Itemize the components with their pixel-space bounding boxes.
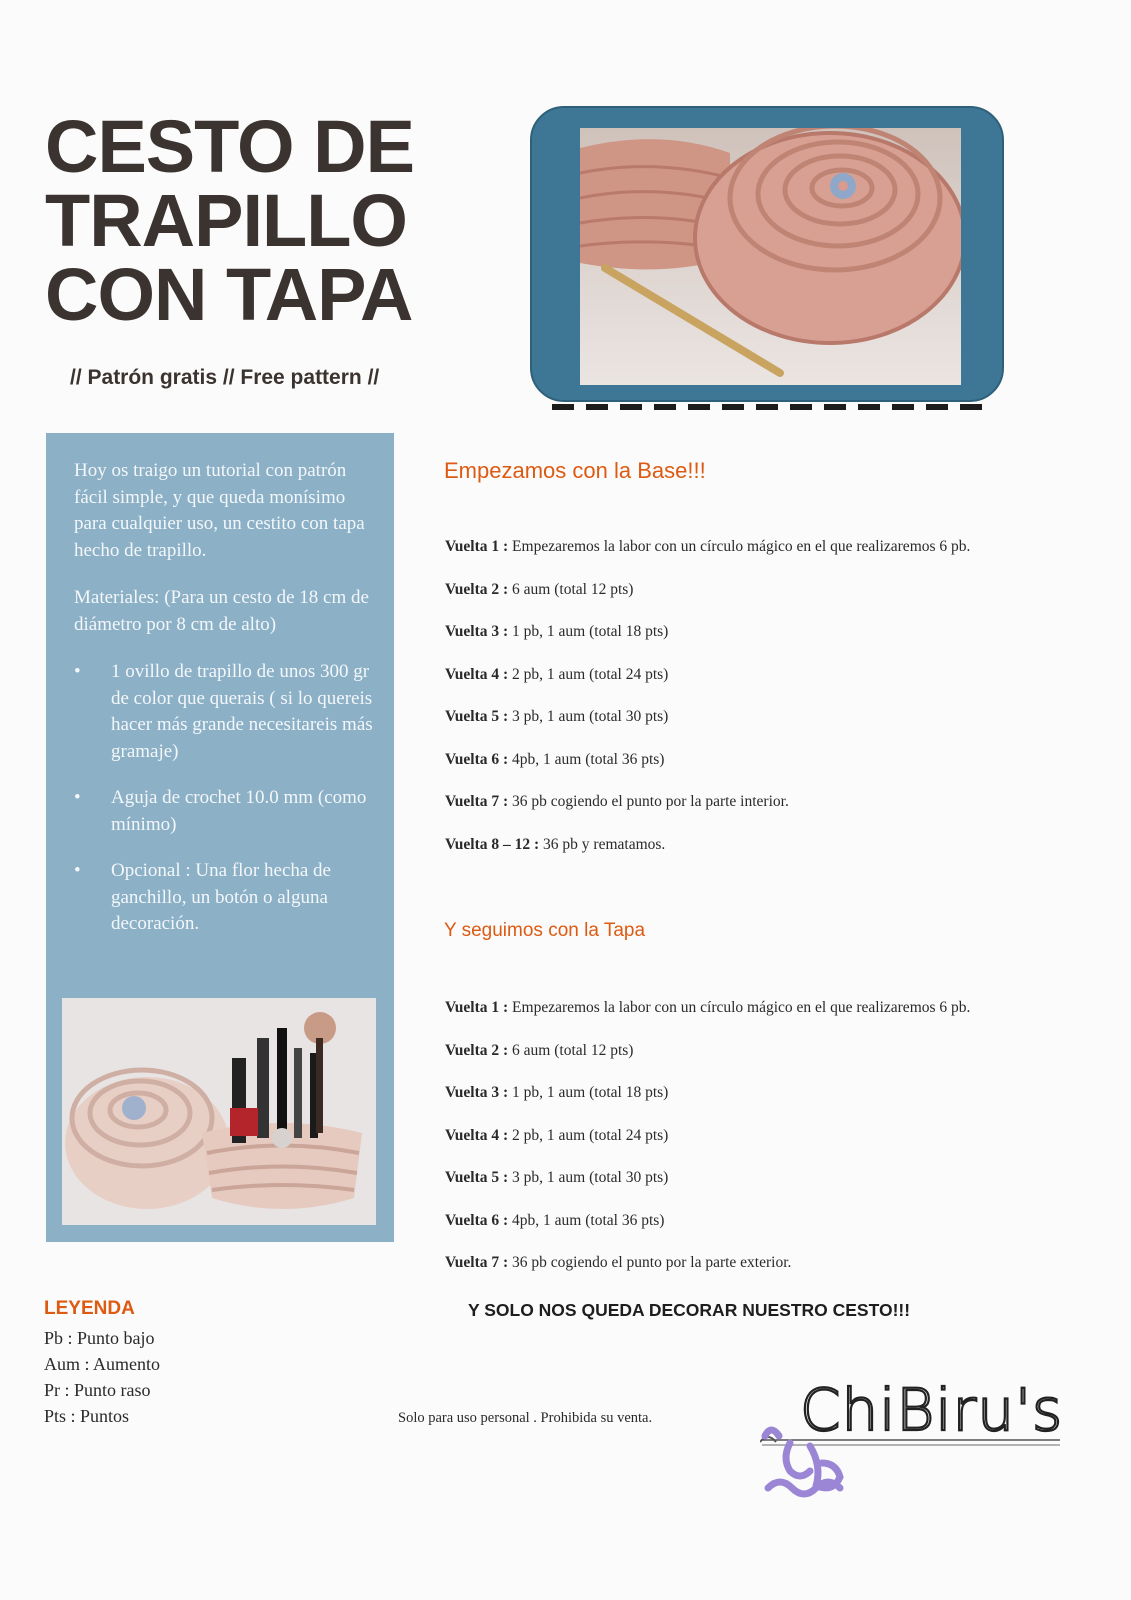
list-item: Vuelta 6 : 4pb, 1 aum (total 36 pts): [445, 750, 665, 768]
heading-tapa: Y seguimos con la Tapa: [444, 920, 646, 941]
list-item: Vuelta 7 : 36 pb cogiendo el punto por la parte exterior.: [445, 1254, 792, 1271]
list-item: Vuelta 1 : Empezaremos la labor con un círculo mágico en el que realizaremos 6 pb.: [445, 538, 971, 555]
subtitle: // Patrón gratis // Free pattern //: [70, 366, 380, 389]
sidebar-content: [74, 458, 374, 958]
page-title: [45, 105, 485, 336]
tapa-rounds: [445, 998, 1095, 1296]
title-line-3: CON TAPA: [45, 253, 413, 336]
list-item: Vuelta 2 : 6 aum (total 12 pts): [445, 1041, 634, 1059]
intro-text: Hoy os traigo un tutorial con patrón fácil simple, y que queda monísimo para cualquier uso, un cestito con tapa hecho de trapillo.: [74, 460, 365, 561]
footer-note: Solo para uso personal . Prohibida su venta.: [398, 1410, 653, 1426]
list-item: • Opcional : Una flor hecha de ganchillo, un botón o alguna decoración.: [74, 858, 374, 938]
list-item: Vuelta 1 : Empezaremos la labor con un círculo mágico en el que realizaremos 6 pb.: [445, 999, 971, 1016]
list-item: Vuelta 5 : 3 pb, 1 aum (total 30 pts): [445, 708, 669, 725]
list-item: Vuelta 8 – 12 : 36 pb y rematamos.: [445, 835, 666, 853]
basket-photo-bottom: [62, 998, 376, 1225]
list-item: • Aguja de crochet 10.0 mm (como mínimo): [74, 785, 374, 838]
closing-text: Y SOLO NOS QUEDA DECORAR NUESTRO CESTO!!!: [468, 1300, 911, 1320]
legend-item: Pts : Puntos: [44, 1406, 130, 1426]
list-item: Vuelta 7 : 36 pb cogiendo el punto por la parte interior.: [445, 793, 789, 810]
list-item: Vuelta 4 : 2 pb, 1 aum (total 24 pts): [445, 665, 669, 683]
title-line-1: CESTO DE: [45, 105, 414, 188]
list-item: Vuelta 6 : 4pb, 1 aum (total 36 pts): [445, 1211, 665, 1229]
legend-list: [44, 1325, 160, 1429]
basket-photo-top: [580, 128, 961, 385]
legend-title: LEYENDA: [44, 1298, 135, 1319]
frame-dashed-border: [552, 404, 992, 410]
legend-item: Pb : Punto bajo: [44, 1328, 155, 1348]
list-item: Vuelta 5 : 3 pb, 1 aum (total 30 pts): [445, 1169, 669, 1186]
legend-item: Aum : Aumento: [44, 1354, 160, 1374]
list-item: Vuelta 3 : 1 pb, 1 aum (total 18 pts): [445, 623, 669, 640]
materials-list: [74, 659, 374, 938]
list-item: • 1 ovillo de trapillo de unos 300 gr de color que querais ( si lo quereis hacer más grande necesitareis más gramaje): [74, 659, 374, 765]
title-line-2: TRAPILLO: [45, 179, 407, 262]
list-item: Vuelta 2 : 6 aum (total 12 pts): [445, 580, 634, 598]
legend-item: Pr : Punto raso: [44, 1380, 151, 1400]
list-item: Vuelta 4 : 2 pb, 1 aum (total 24 pts): [445, 1126, 669, 1144]
list-item: Vuelta 3 : 1 pb, 1 aum (total 18 pts): [445, 1084, 669, 1101]
logo-text: ChiBiru's: [800, 1376, 1064, 1444]
brand-logo: [760, 1368, 1070, 1518]
heading-base: Empezamos con la Base!!!: [444, 458, 706, 483]
base-rounds: [445, 537, 1095, 877]
materials-text: Materiales: (Para un cesto de 18 cm de diámetro por 8 cm de alto): [74, 587, 369, 635]
